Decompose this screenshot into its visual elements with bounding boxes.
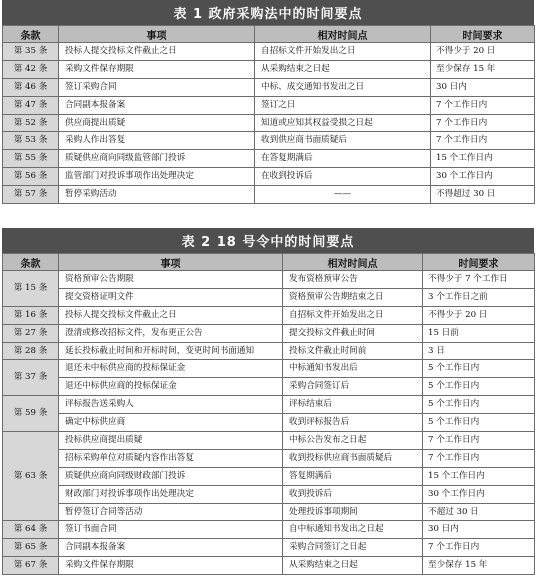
item-cell: 投标供应商提出质疑: [59, 432, 283, 450]
reference-point-cell: 处理投诉事项期间: [283, 503, 423, 521]
time-requirement-cell: 5 个工作日内: [423, 414, 535, 432]
item-cell: 采购文件保存期限: [59, 557, 283, 575]
table-row: [3, 168, 535, 186]
clause-cell: 第 57 条: [3, 186, 59, 204]
item-cell: 采购文件保存期限: [59, 60, 255, 78]
table-row: [3, 467, 535, 485]
table1-header-time-requirement: 时间要求: [431, 26, 535, 43]
time-requirement-cell: 5 个工作日内: [423, 378, 535, 396]
table-row: [3, 324, 535, 342]
clause-cell: 第 64 条: [3, 521, 59, 539]
time-requirement-cell: 15 个工作日内: [431, 150, 535, 168]
clause-cell: 第 16 条: [3, 306, 59, 324]
clause-cell: 第 52 条: [3, 114, 59, 132]
table1-title: 表 1 政府采购法中的时间要点: [2, 0, 534, 25]
time-requirement-cell: 不得少于 7 个工作日: [423, 271, 535, 289]
clause-cell: 第 65 条: [3, 539, 59, 557]
time-requirement-cell: 至少保存 15 年: [431, 60, 535, 78]
clause-cell: 第 28 条: [3, 342, 59, 360]
table2-header-row: [3, 254, 535, 271]
item-cell: 监管部门对投诉事项作出处理决定: [59, 168, 255, 186]
item-cell: 签订采购合同: [59, 78, 255, 96]
reference-point-cell: 收到投标供应商书面质疑后: [283, 449, 423, 467]
item-cell: 退还未中标供应商的投标保证金: [59, 360, 283, 378]
time-requirement-cell: 30 日内: [423, 521, 535, 539]
table-row: [3, 485, 535, 503]
time-requirement-cell: 30 日内: [431, 78, 535, 96]
table-row: [3, 132, 535, 150]
clause-cell: 第 63 条: [3, 432, 59, 521]
reference-point-cell: 评标结束后: [283, 396, 423, 414]
table-row: [3, 342, 535, 360]
item-cell: 暂停签订合同等活动: [59, 503, 283, 521]
reference-point-cell: 收到评标报告后: [283, 414, 423, 432]
table1-header-row: [3, 26, 535, 43]
table-row: [3, 114, 535, 132]
reference-point-cell: ——: [255, 186, 431, 204]
clause-cell: 第 15 条: [3, 271, 59, 307]
table-row: [3, 360, 535, 378]
reference-point-cell: 中标公告发布之日起: [283, 432, 423, 450]
clause-cell: 第 42 条: [3, 60, 59, 78]
table-row: [3, 503, 535, 521]
item-cell: 合同副本报备案: [59, 539, 283, 557]
time-requirement-cell: 7 个工作日内: [423, 539, 535, 557]
item-cell: 延长投标截止时间和开标时间，变更时间书面通知: [59, 342, 283, 360]
reference-point-cell: 知道或应知其权益受损之日起: [255, 114, 431, 132]
table2-header-reference-point: 相对时间点: [283, 254, 423, 271]
time-requirement-cell: 15 个工作日内: [423, 467, 535, 485]
reference-point-cell: 从采购结束之日起: [255, 60, 431, 78]
clause-cell: 第 56 条: [3, 168, 59, 186]
clause-cell: 第 55 条: [3, 150, 59, 168]
time-requirement-cell: 3 日: [423, 342, 535, 360]
item-cell: 评标报告送采购人: [59, 396, 283, 414]
clause-cell: 第 67 条: [3, 557, 59, 575]
table-row: [3, 271, 535, 289]
table1-grid: [2, 25, 535, 204]
table-row: [3, 186, 535, 204]
reference-point-cell: 中标、成交通知书发出之日: [255, 78, 431, 96]
table-row: [3, 306, 535, 324]
time-requirement-cell: 30 个工作日内: [423, 485, 535, 503]
clause-cell: 第 53 条: [3, 132, 59, 150]
item-cell: 投标人提交投标文件截止之日: [59, 43, 255, 61]
table-row: [3, 60, 535, 78]
clause-cell: 第 37 条: [3, 360, 59, 396]
time-requirement-cell: 5 个工作日内: [423, 396, 535, 414]
reference-point-cell: 收到供应商书面质疑后: [255, 132, 431, 150]
item-cell: 暂停采购活动: [59, 186, 255, 204]
time-requirement-cell: 7 个工作日内: [431, 114, 535, 132]
reference-point-cell: 提交投标文件截止时间: [283, 324, 423, 342]
reference-point-cell: 答复期满后: [283, 467, 423, 485]
table-row: [3, 43, 535, 61]
table-row: [3, 288, 535, 306]
reference-point-cell: 发布资格预审公告: [283, 271, 423, 289]
table-row: [3, 521, 535, 539]
table-row: [3, 539, 535, 557]
table-row: [3, 96, 535, 114]
reference-point-cell: 自招标文件开始发出之日: [283, 306, 423, 324]
reference-point-cell: 收到投诉后: [283, 485, 423, 503]
item-cell: 招标采购单位对质疑内容作出答复: [59, 449, 283, 467]
time-requirement-cell: 不得超过 30 日: [431, 186, 535, 204]
item-cell: 财政部门对投诉事项作出处理决定: [59, 485, 283, 503]
table1-header-reference-point: 相对时间点: [255, 26, 431, 43]
item-cell: 投标人提交投标文件截止之日: [59, 306, 283, 324]
reference-point-cell: 自招标文件开始发出之日: [255, 43, 431, 61]
item-cell: 质疑供应商向同级监管部门投诉: [59, 150, 255, 168]
table-row: [3, 449, 535, 467]
item-cell: 确定中标供应商: [59, 414, 283, 432]
reference-point-cell: 采购合同签订后: [283, 378, 423, 396]
clause-cell: 第 27 条: [3, 324, 59, 342]
time-requirement-cell: 3 个工作日之前: [423, 288, 535, 306]
time-requirement-cell: 至少保存 15 年: [423, 557, 535, 575]
table-row: [3, 432, 535, 450]
time-requirement-cell: 7 个工作日内: [423, 449, 535, 467]
time-requirement-cell: 15 日前: [423, 324, 535, 342]
table1-header-clause: 条款: [3, 26, 59, 43]
item-cell: 合同副本报备案: [59, 96, 255, 114]
item-cell: 签订书面合同: [59, 521, 283, 539]
table-row: [3, 78, 535, 96]
time-requirement-cell: 7 个工作日内: [431, 132, 535, 150]
time-requirement-cell: 5 个工作日内: [423, 360, 535, 378]
time-requirement-cell: 不得少于 20 日: [423, 306, 535, 324]
clause-cell: 第 59 条: [3, 396, 59, 432]
item-cell: 退还中标供应商的投标保证金: [59, 378, 283, 396]
time-requirement-cell: 不得少于 20 日: [431, 43, 535, 61]
reference-point-cell: 资格预审公告期结束之日: [283, 288, 423, 306]
reference-point-cell: 采购合同签订之日起: [283, 539, 423, 557]
reference-point-cell: 在答复期满后: [255, 150, 431, 168]
table2-header-clause: 条款: [3, 254, 59, 271]
table1-header-item: 事项: [59, 26, 255, 43]
time-requirement-cell: 7 个工作日内: [431, 96, 535, 114]
item-cell: 采购人作出答复: [59, 132, 255, 150]
table1: [2, 0, 534, 204]
item-cell: 提交资格证明文件: [59, 288, 283, 306]
clause-cell: 第 46 条: [3, 78, 59, 96]
clause-cell: 第 35 条: [3, 43, 59, 61]
reference-point-cell: 在收到投诉后: [255, 168, 431, 186]
table-row: [3, 378, 535, 396]
item-cell: 质疑供应商向同级财政部门投诉: [59, 467, 283, 485]
reference-point-cell: 从采购结束之日起: [283, 557, 423, 575]
table-row: [3, 150, 535, 168]
table2-title: 表 2 18 号令中的时间要点: [2, 228, 534, 253]
table2-grid: [2, 253, 535, 575]
table-row: [3, 396, 535, 414]
item-cell: 澄清或修改招标文件，发布更正公告: [59, 324, 283, 342]
time-requirement-cell: 不超过 30 日: [423, 503, 535, 521]
item-cell: 资格预审公告期限: [59, 271, 283, 289]
reference-point-cell: 投标文件截止时间前: [283, 342, 423, 360]
time-requirement-cell: 30 个工作日内: [431, 168, 535, 186]
table2-header-item: 事项: [59, 254, 283, 271]
table-row: [3, 414, 535, 432]
table2-header-time-requirement: 时间要求: [423, 254, 535, 271]
reference-point-cell: 自中标通知书发出之日起: [283, 521, 423, 539]
reference-point-cell: 签订之日: [255, 96, 431, 114]
item-cell: 供应商提出质疑: [59, 114, 255, 132]
time-requirement-cell: 7 个工作日内: [423, 432, 535, 450]
table2: [2, 228, 534, 575]
reference-point-cell: 中标通知书发出后: [283, 360, 423, 378]
clause-cell: 第 47 条: [3, 96, 59, 114]
table-row: [3, 557, 535, 575]
